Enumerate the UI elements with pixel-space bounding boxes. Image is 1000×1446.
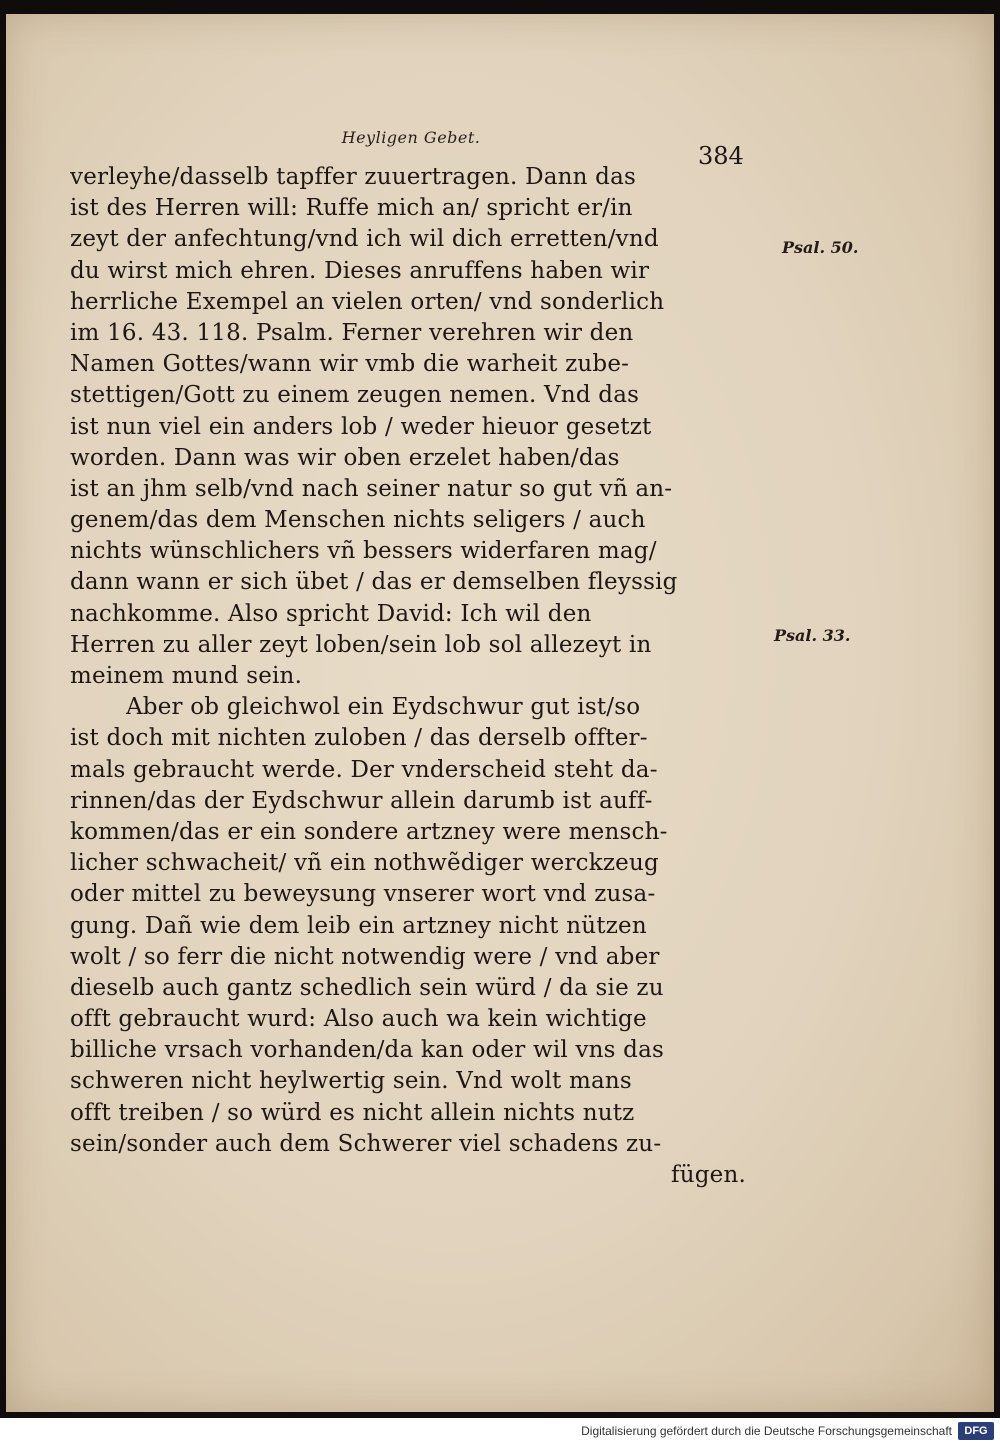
text-line: wolt / so ferr die nicht notwendig were / vnd aber (70, 943, 660, 970)
text-line: ist des Herren will: Ruffe mich an/ spricht er/in (70, 195, 633, 222)
text-block (70, 162, 756, 1191)
text-line: Aber ob gleichwol ein Eydschwur gut ist/so (126, 694, 641, 721)
marginal-note-psalm-50: Psal. 50. (782, 238, 859, 257)
text-line: rinnen/das der Eydschwur allein darumb ist auff- (70, 787, 653, 814)
text-line: dieselb auch gantz schedlich sein würd / da sie zu (70, 974, 664, 1001)
text-line: offt gebraucht wurd: Also auch wa kein wichtige (70, 1006, 647, 1033)
text-line: nichts wünschlichers vñ bessers widerfaren mag/ (70, 538, 657, 565)
text-line: Namen Gottes/wann wir vmb die warheit zube- (70, 351, 630, 378)
text-line: offt treiben / so würd es nicht allein nichts nutz (70, 1099, 635, 1126)
text-line: nachkomme. Also spricht David: Ich wil den (70, 600, 592, 627)
text-line: ist nun viel ein anders lob / weder hieuor gesetzt (70, 413, 652, 440)
catchword: fügen. (671, 1162, 746, 1188)
text-line: dann wann er sich übet / das er demselben fleyssig (70, 569, 678, 596)
text-line: ist doch mit nichten zuloben / das derselb offter- (70, 725, 648, 752)
running-head: Heyligen Gebet. (341, 128, 481, 147)
dfg-logo-icon: DFG (958, 1422, 994, 1440)
text-line: genem/das dem Menschen nichts seligers / auch (70, 507, 646, 534)
text-line: verleyhe/dasselb tapffer zuuertragen. Dann das (70, 164, 636, 190)
text-line: du wirst mich ehren. Dieses anruffens haben wir (70, 257, 650, 284)
footer-bar (0, 1418, 1000, 1446)
text-line: herrliche Exempel an vielen orten/ vnd sonderlich (70, 288, 665, 315)
page-number: 384 (698, 142, 744, 170)
text-line: stettigen/Gott zu einem zeugen nemen. Vnd das (70, 382, 640, 409)
text-line: gung. Dañ wie dem leib ein artzney nicht nützen (70, 912, 647, 939)
text-line: sein/sonder auch dem Schwerer viel schadens zu- (70, 1130, 662, 1157)
text-line: zeyt der anfechtung/vnd ich wil dich erretten/vnd (70, 226, 659, 253)
text-line: schweren nicht heylwertig sein. Vnd wolt mans (70, 1068, 632, 1095)
text-line: licher schwacheit/ vñ ein nothwẽdiger werckzeug (70, 850, 659, 877)
text-line: im 16. 43. 118. Psalm. Ferner verehren wir den (70, 319, 634, 346)
text-line: ist an jhm selb/vnd nach seiner natur so gut vñ an- (70, 475, 673, 502)
text-line: oder mittel zu beweysung vnserer wort vnd zusa- (70, 881, 656, 908)
text-line: billiche vrsach vorhanden/da kan oder wil vns das (70, 1037, 665, 1064)
funding-credit: Digitalisierung gefördert durch die Deutsche Forschungsgemeinschaft (581, 1424, 952, 1438)
text-line: mals gebraucht werde. Der vnderscheid steht da- (70, 756, 658, 783)
text-line: Herren zu aller zeyt loben/sein lob sol allezeyt in (70, 631, 652, 658)
text-line: worden. Dann was wir oben erzelet haben/das (70, 444, 620, 471)
marginal-note-psalm-33: Psal. 33. (774, 626, 851, 645)
text-line: meinem mund sein. (70, 663, 303, 689)
text-line: kommen/das er ein sondere artzney were mensch- (70, 818, 668, 845)
book-page (6, 14, 994, 1412)
